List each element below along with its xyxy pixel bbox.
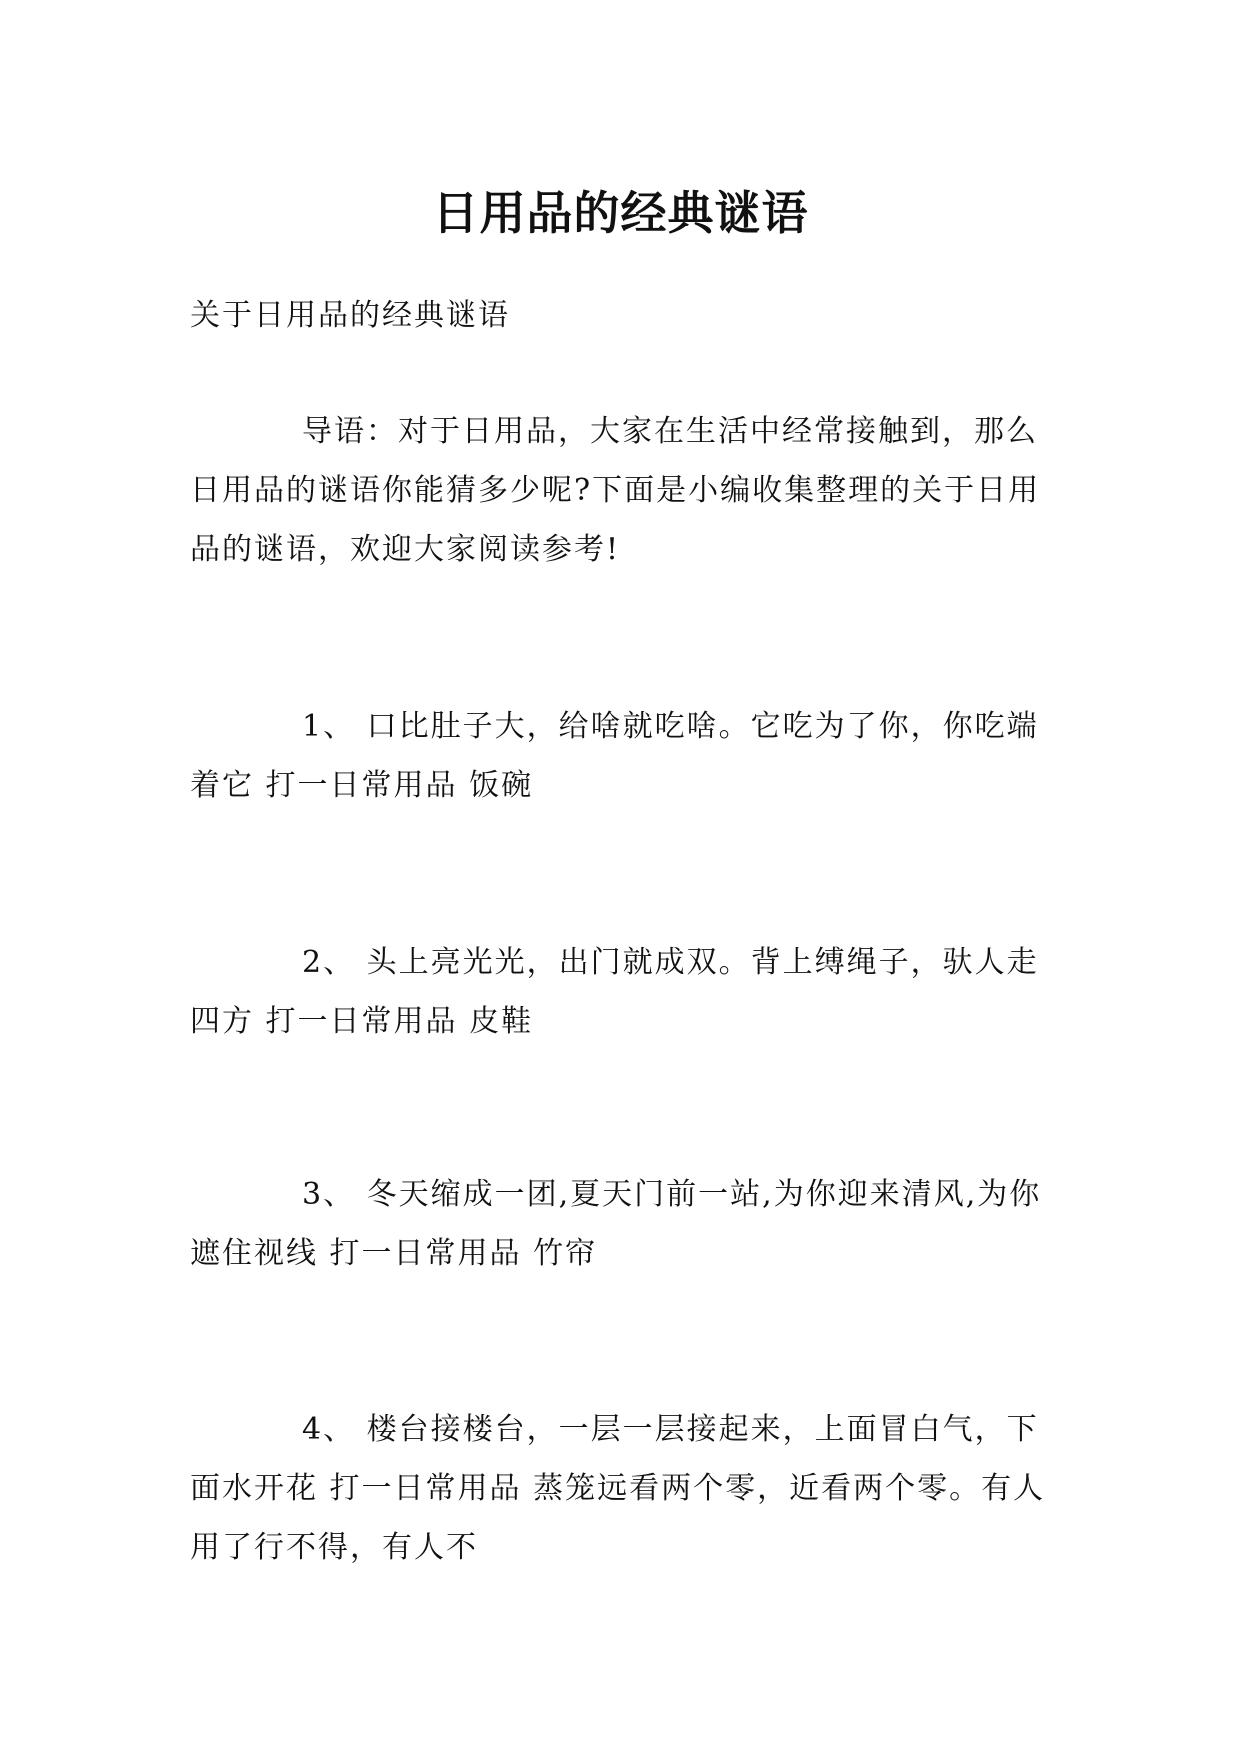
page-title: 日用品的经典谜语 (432, 185, 809, 240)
riddle-item-2: 2、 头上亮光光，出门就成双。背上缚绳子，驮人走四方 打一日常用品 皮鞋 (190, 945, 1039, 1039)
riddle-item-3: 3、 冬天缩成一团,夏天门前一站,为你迎来清风,为你遮住视线 打一日常用品 竹帘 (190, 1177, 1042, 1271)
intro-paragraph: 导语：对于日用品，大家在生活中经常接触到，那么日用品的谜语你能猜多少呢?下面是小编收集整理的关于日用品的谜语，欢迎大家阅读参考! (190, 414, 1041, 567)
riddle-item-1: 1、 口比肚子大，给啥就吃啥。它吃为了你，你吃端着它 打一日常用品 饭碗 (190, 709, 1039, 803)
riddle-item-4: 4、 楼台接楼台，一层一层接起来，上面冒白气，下面水开花 打一日常用品 蒸笼远看两个零，近看两个零。有人用了行不得，有人不 (190, 1412, 1046, 1565)
subtitle: 关于日用品的经典谜语 (190, 298, 510, 333)
